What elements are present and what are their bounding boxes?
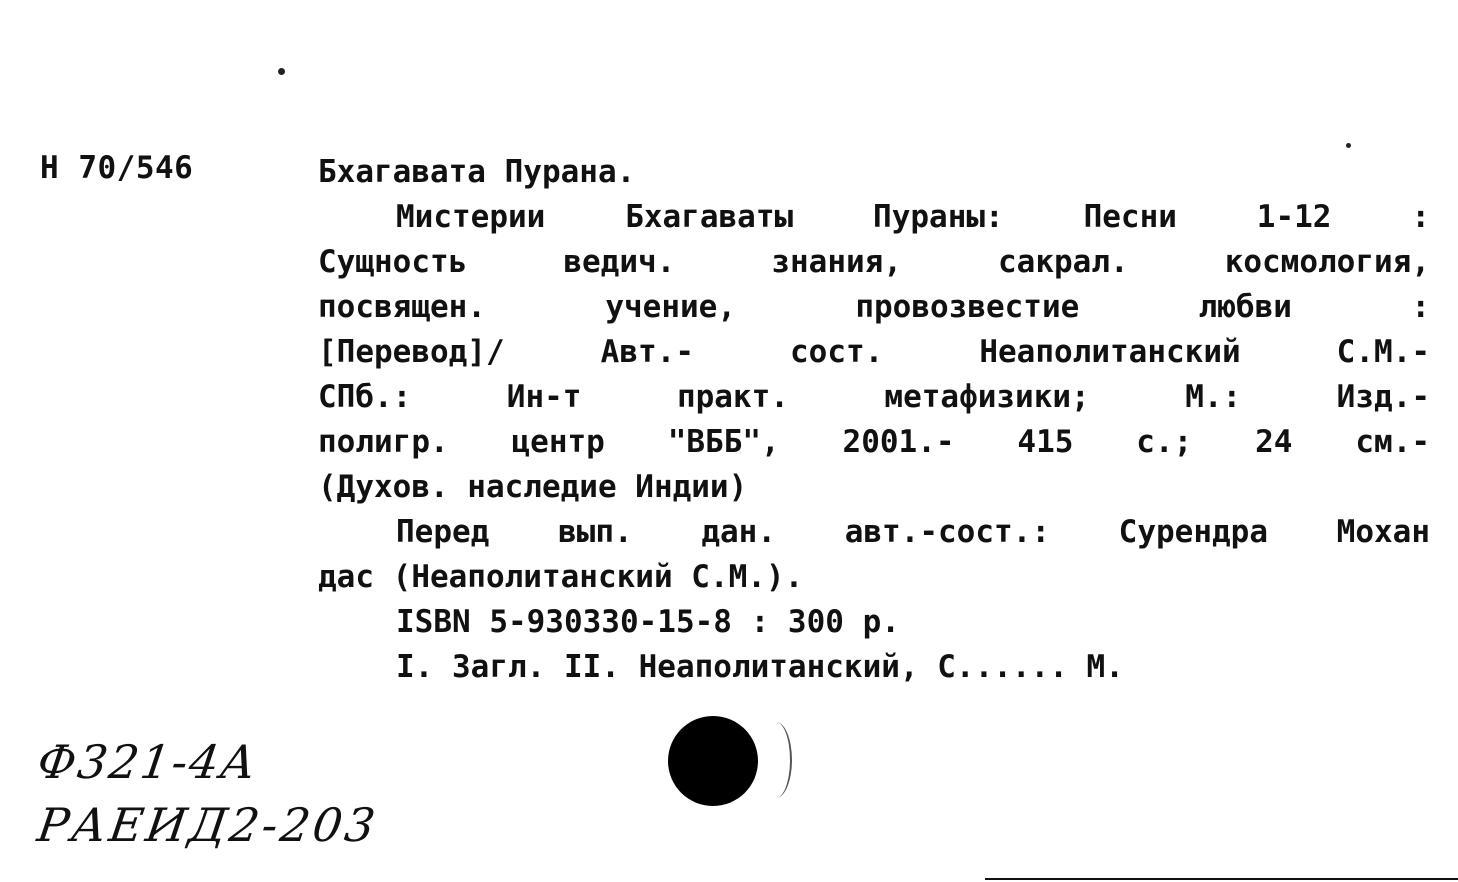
handwritten-shelfmark: РАЕИД2-203 xyxy=(34,798,382,852)
ink-speck xyxy=(1346,143,1351,148)
entry-line: СПб.: Ин-т практ. метафизики; М.: Изд.- xyxy=(318,379,1430,415)
entry-note: Перед вып. дан. авт.-сост.: Сурендра Мохан xyxy=(396,514,1430,550)
entry-line: [Перевод]/ Авт.- сост. Неаполитанский С.М.- xyxy=(318,334,1430,370)
entry-tracings: I. Загл. II. Неаполитанский, С...... М. xyxy=(396,649,1124,685)
entry-line: полигр. центр "ВББ", 2001.- 415 с.; 24 см.- xyxy=(318,424,1430,460)
card-edge-line xyxy=(985,878,1458,880)
handwritten-shelfmark: Ф321-4А xyxy=(34,735,262,789)
bibliographic-entry xyxy=(318,150,1430,690)
ink-speck xyxy=(278,68,285,75)
entry-line: Мистерии Бхагаваты Пураны: Песни 1-12 : xyxy=(396,199,1430,235)
call-number: H 70/546 xyxy=(40,150,194,186)
entry-isbn: ISBN 5-930330-15-8 : 300 р. xyxy=(396,604,900,640)
entry-line: (Духов. наследие Индии) xyxy=(318,469,748,505)
entry-line: посвящен. учение, провозвестие любви : xyxy=(318,289,1430,325)
entry-title: Бхагавата Пурана. xyxy=(318,154,636,190)
entry-note: дас (Неаполитанский С.М.). xyxy=(318,559,804,595)
entry-line: Сущность ведич. знания, сакрал. космология, xyxy=(318,244,1430,280)
punch-hole-shadow xyxy=(760,722,792,798)
punch-hole xyxy=(668,716,758,806)
